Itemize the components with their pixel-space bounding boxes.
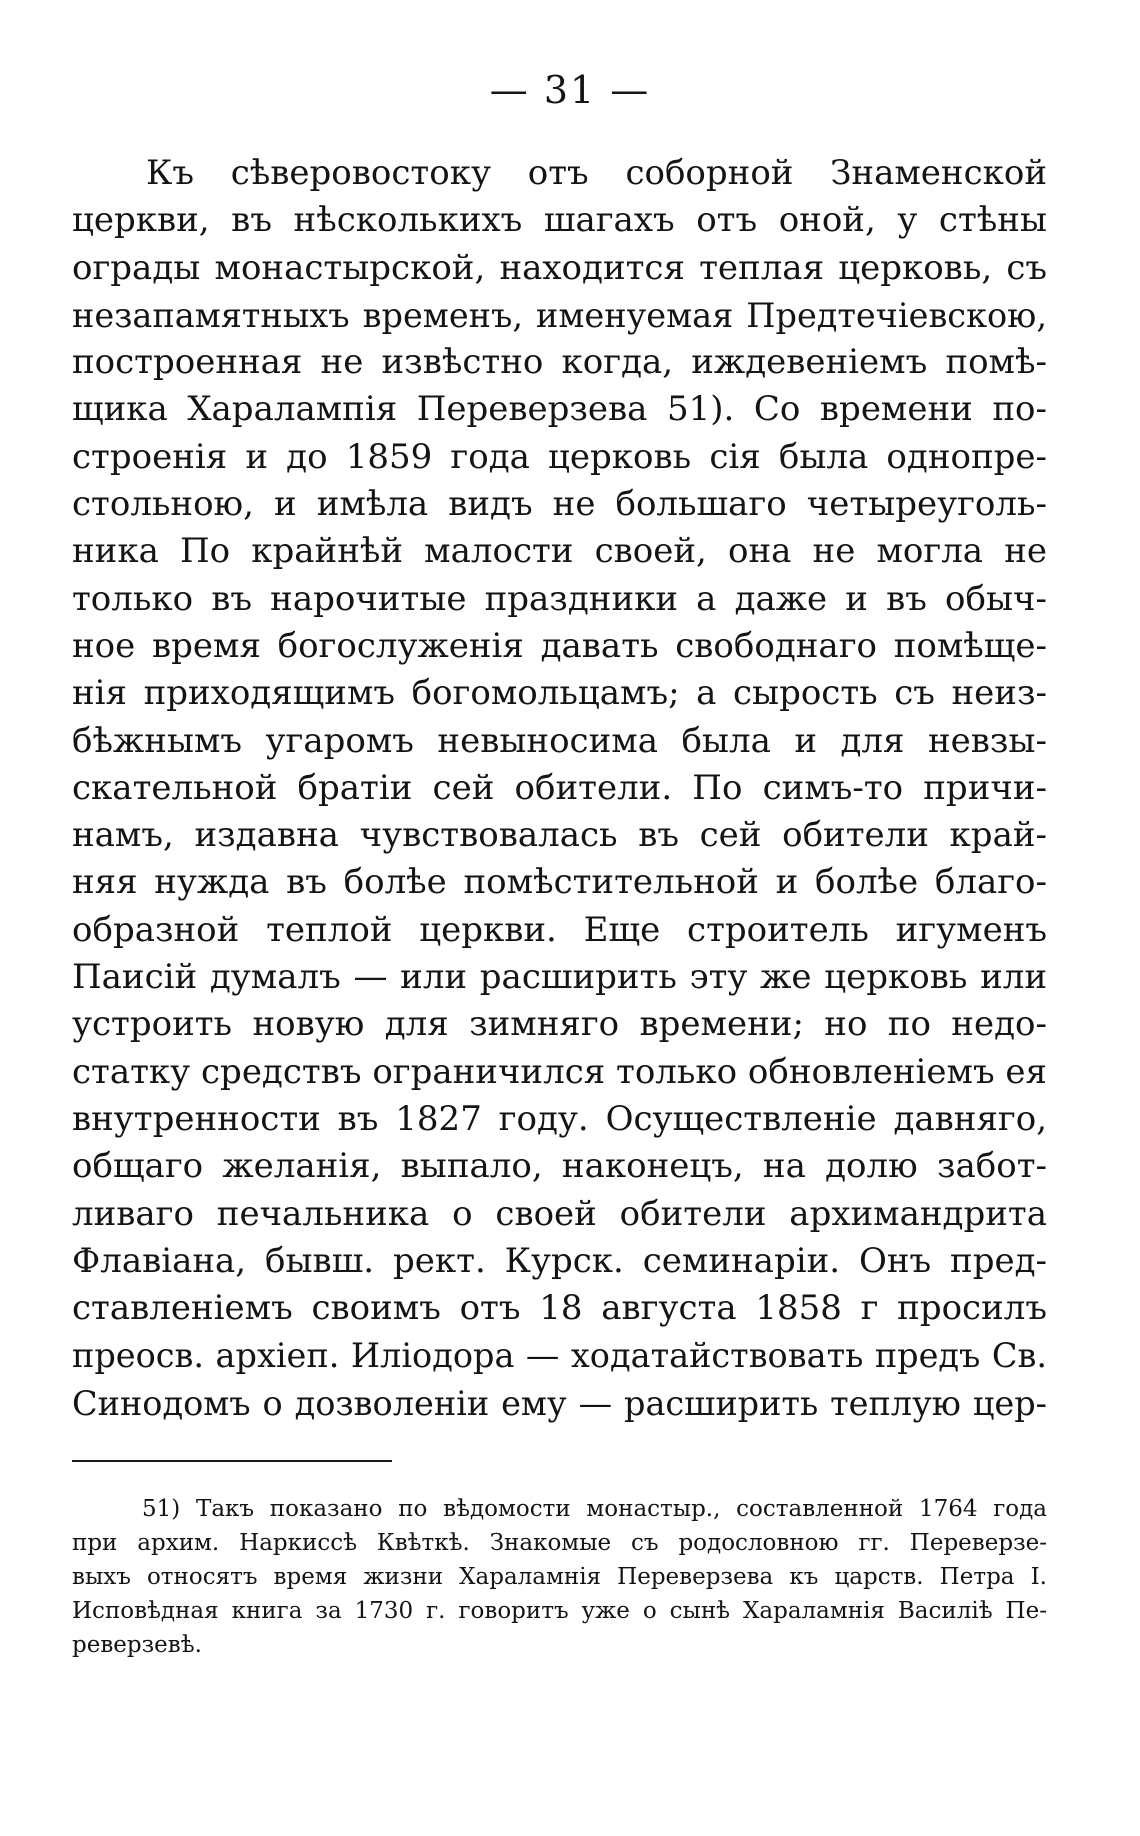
footnote xyxy=(72,1492,1047,1662)
text-line: щика Харалампія Переверзева 51). Со времени по- xyxy=(72,389,1047,430)
text-line: преосв. архіеп. Иліодора — ходатайствовать предъ Св. xyxy=(72,1336,1047,1376)
text-line: Къ сѣверовостоку отъ соборной Знаменской xyxy=(146,153,1047,193)
text-line: ограды монастырской, находится теплая церковь, съ xyxy=(72,247,1047,288)
text-line: незапамятныхъ временъ, именуемая Предтечіевскою, xyxy=(72,295,1047,335)
text-line: ставленіемъ своимъ отъ 18 августа 1858 г просилъ xyxy=(72,1288,1047,1329)
text-line: ное время богослуженія давать свободнаго помѣще- xyxy=(72,625,1047,666)
text-line: скательной братіи сей обители. По симъ-то причи- xyxy=(72,767,1047,808)
text-line: внутренности въ 1827 году. Осуществленіе давняго, xyxy=(72,1098,1047,1139)
text-line: ника По крайнѣй малости своей, она не могла не xyxy=(72,531,1047,572)
footnote-line: выхъ относятъ время жизни Хараламнія Переверзева къ царств. Петра I. xyxy=(72,1564,1047,1590)
text-line: общаго желанія, выпало, наконецъ, на долю забот- xyxy=(72,1146,1047,1187)
text-line: бѣжнымъ угаромъ невыносима была и для невзы- xyxy=(72,720,1047,761)
footnote-line: при архим. Наркиссѣ Квѣткѣ. Знакомые съ родословною гг. Переверзе- xyxy=(72,1530,1047,1556)
text-line: устроить новую для зимняго времени; но по недо- xyxy=(72,1004,1047,1045)
text-line: Флавіана, бывш. рект. Курск. семинаріи. Онъ пред- xyxy=(72,1240,1047,1281)
footnote-line: 51) Такъ показано по вѣдомости монастыр., составленной 1764 года xyxy=(142,1496,1047,1522)
text-line: няя нужда въ болѣе помѣстительной и болѣе благо- xyxy=(72,862,1047,903)
footnote-line: реверзевѣ. xyxy=(72,1632,202,1658)
text-line: Синодомъ о дозволеніи ему — расширить теплую цер- xyxy=(72,1383,1047,1423)
footnote-separator xyxy=(72,1460,392,1462)
text-line: строенія и до 1859 года церковь сія была однопре- xyxy=(72,436,1047,477)
text-line: построенная не извѣстно когда, иждевеніемъ помѣ- xyxy=(72,342,1047,383)
text-line: только въ нарочитые праздники а даже и въ обыч- xyxy=(72,578,1047,619)
text-line: намъ, издавна чувствовалась въ сей обители край- xyxy=(72,815,1047,856)
text-line: статку средствъ ограничился только обновленіемъ ея xyxy=(72,1051,1047,1092)
text-line: нія приходящимъ богомольцамъ; а сырость съ неиз- xyxy=(72,673,1047,714)
text-line: стольною, и имѣла видъ не большаго четыреуголь- xyxy=(72,484,1047,525)
text-line: образной теплой церкви. Еще строитель игуменъ xyxy=(72,909,1047,950)
text-line: ливаго печальника о своей обители архимандрита xyxy=(72,1193,1047,1234)
body-text xyxy=(72,150,1047,1427)
text-line: церкви, въ нѣсколькихъ шагахъ отъ оной, у стѣны xyxy=(72,200,1047,241)
text-line: Паисій думалъ — или расширить эту же церковь или xyxy=(72,957,1047,998)
page-number: — 31 — xyxy=(489,68,651,112)
footnote-line: Исповѣдная книга за 1730 г. говоритъ уже о сынѣ Хараламнія Василіѣ Пе- xyxy=(72,1598,1047,1624)
